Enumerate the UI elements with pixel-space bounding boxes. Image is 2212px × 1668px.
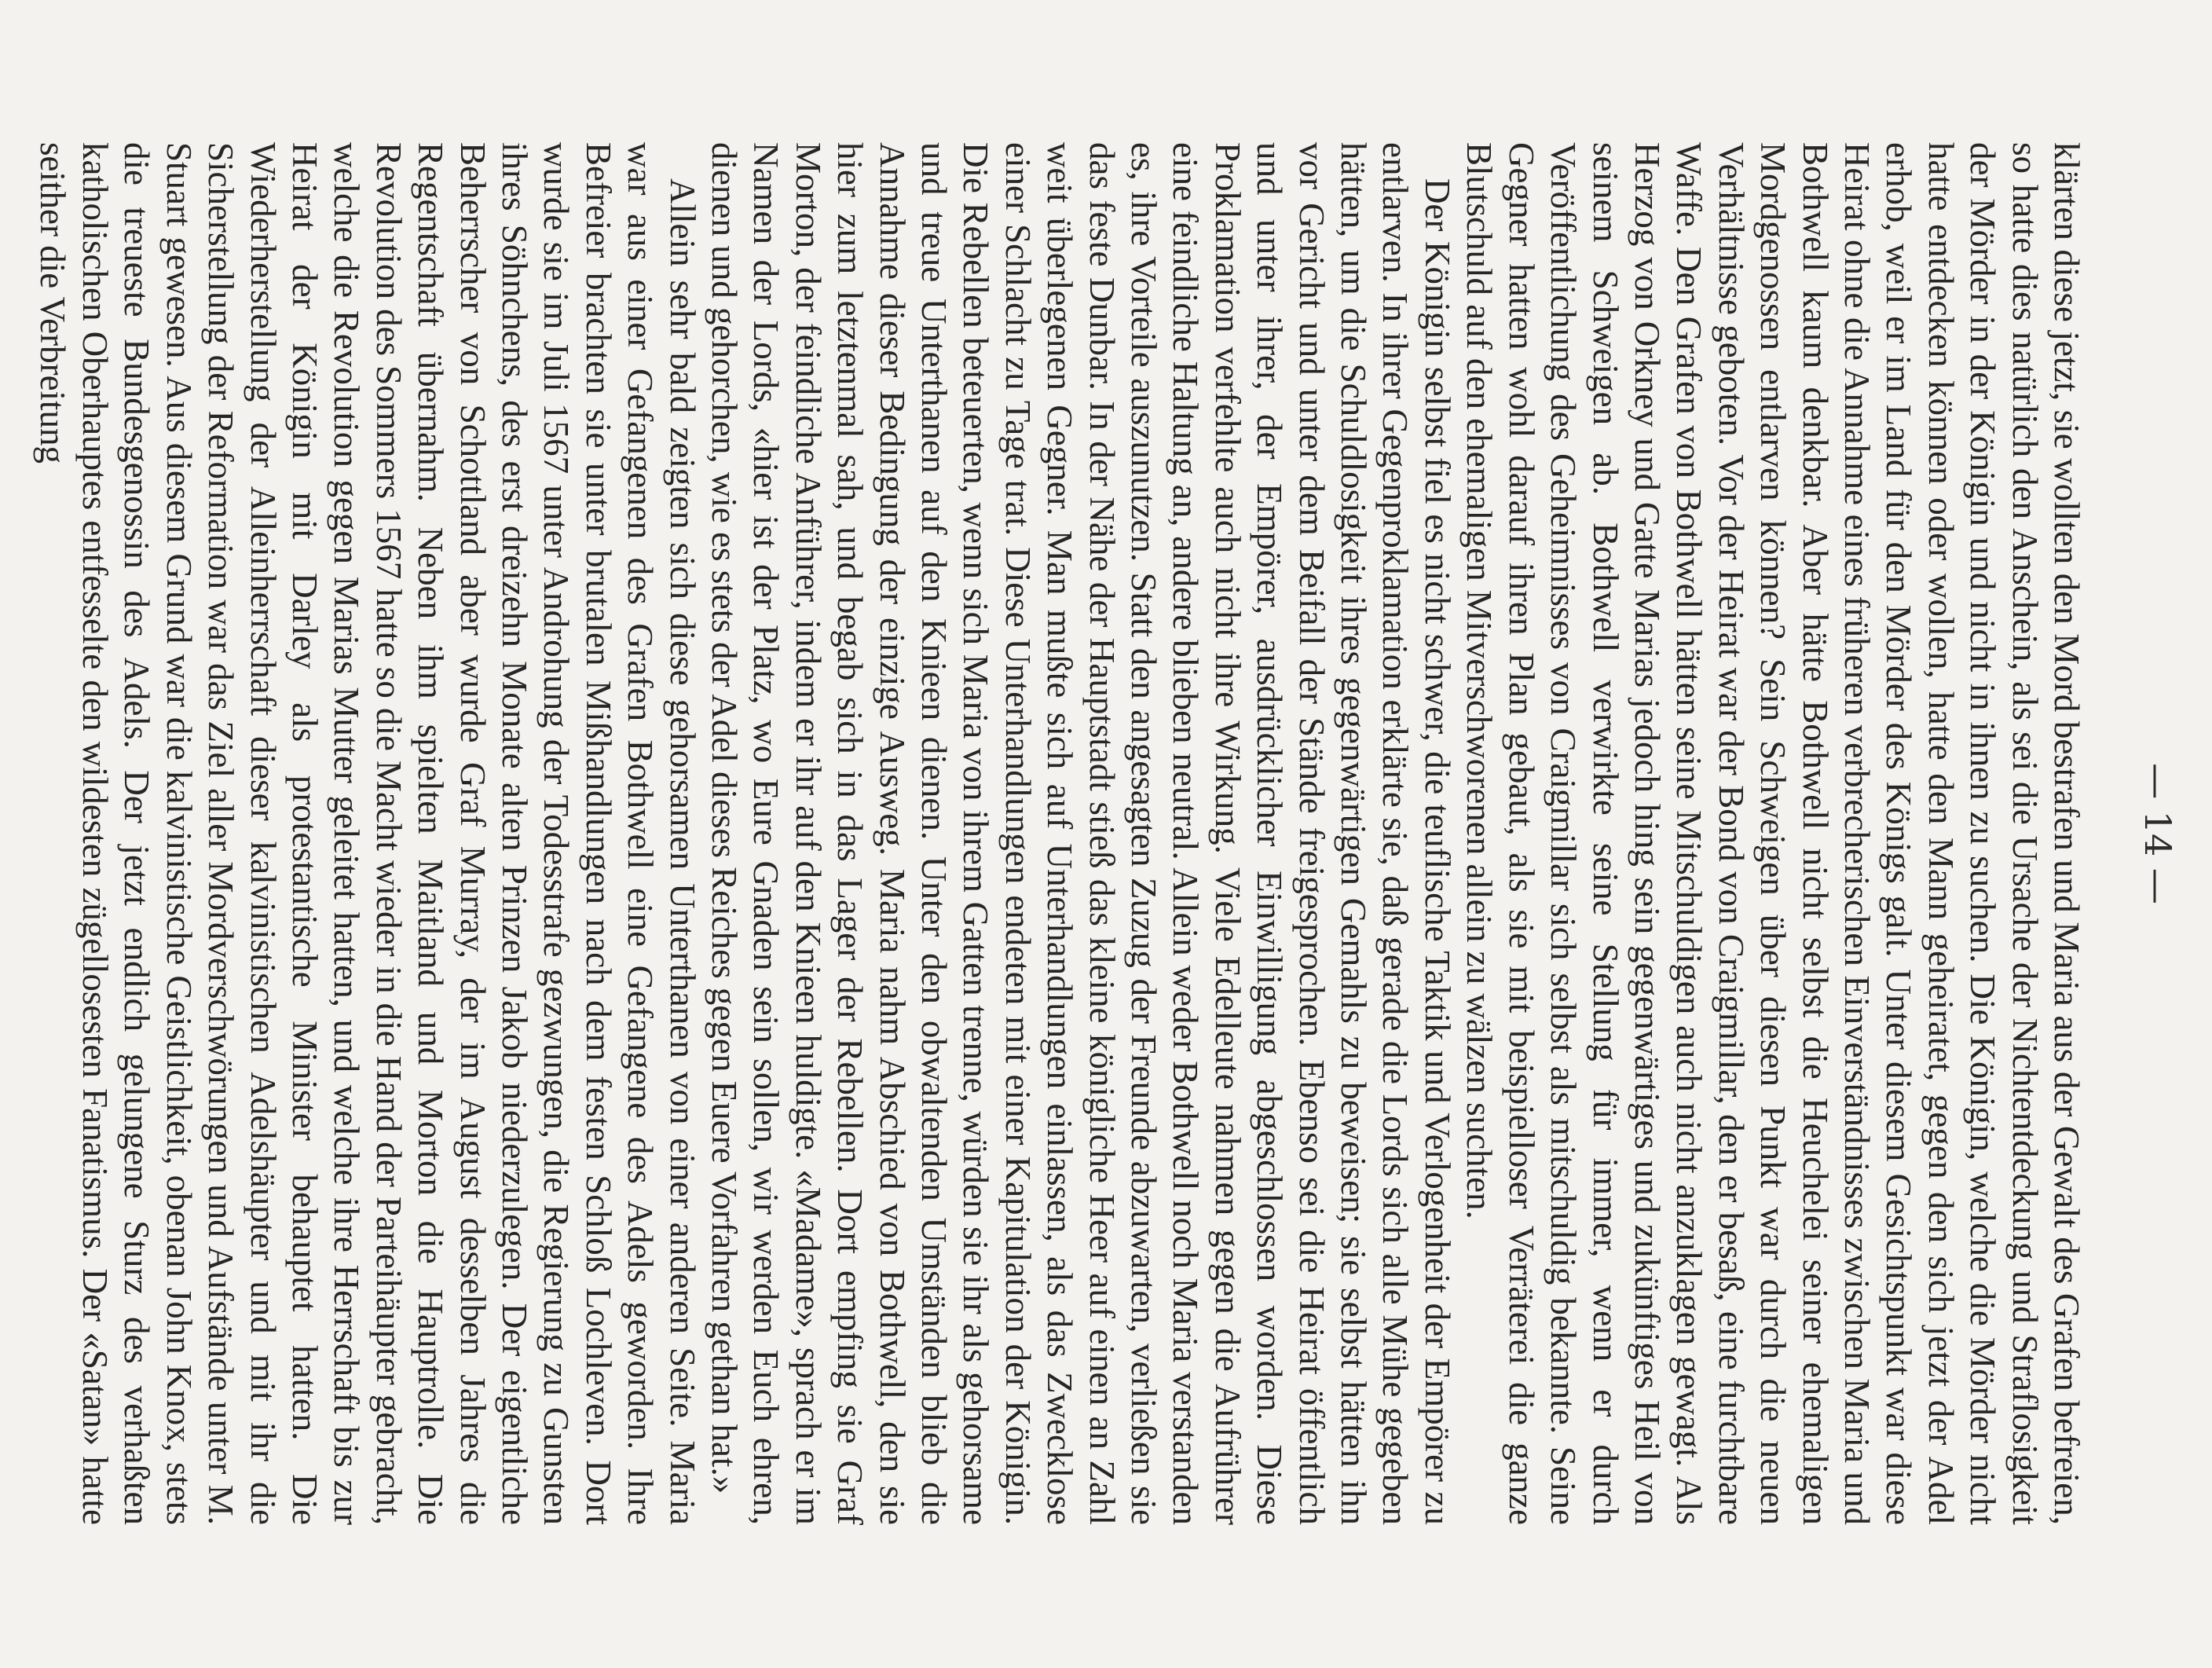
- paragraph-1: klärten diese jetzt, sie wollten den Mord bestrafen und Maria aus der Gewalt des Grafen befreien, so hatte dies natürlich den Anschein, als sei die Ursache der Nichtentdeckung und Straflosigkeit der Mörder in der Königin und nicht in ihnen zu suchen. Die Königin, welche die Mörder nicht hatte entdecken können oder wollen, hatte den Mann geheiratet, gegen den sich jetzt der Adel erhob, weil er im Land für den Mörder des Königs galt. Unter diesem Gesichtspunkt war diese Heirat ohne die Annahme eines früheren verbrecherischen Einverständnisses zwischen Maria und Bothwell kaum denkbar. Aber hätte Bothwell nicht selbst die Heuchelei seiner ehemaligen Mordgenossen entlarven können? Sein Schweigen über diesen Punkt war durch die neuen Verhältnisse geboten. Vor der Heirat war der Bond von Craigmillar, den er besaß, eine furchtbare Waffe. Den Grafen von Bothwell hätten seine Mitschuldigen auch nicht anzuklagen gewagt. Als Herzog von Orkney und Gatte Marias jedoch hing sein gegenwärtiges und zukünftiges Heil von seinem Schweigen ab. Bothwell verwirkte seine Stellung für immer, wenn er durch Veröffentlichung des Geheimnisses von Craigmillar sich selbst als mitschuldig bekannte. Seine Gegner hatten wohl darauf ihren Plan gebaut, als sie mit beispielloser Verräterei die ganze Blutschuld auf den ehemaligen Mitverschworenen allein zu wälzen suchten.: [1459, 142, 2086, 1525]
- paragraph-3: Allein sehr bald zeigten sich diese gehorsamen Unterthanen von einer anderen Seite. Maria war aus einer Gefangenen des Grafen Bothwell eine Gefangene des Adels geworden. Ihre Befreier brachten sie unter brutalen Mißhandlungen nach dem festen Schloß Lochleven. Dort wurde sie im Juli 1567 unter Androhung der Todesstrafe gezwungen, die Regierung zu Gunsten ihres Söhnchens, des erst dreizehn Monate alten Prinzen Jakob niederzulegen. Der eigentliche Beherrscher von Schottland aber wurde Graf Murray, der im August desselben Jahres die Regentschaft übernahm. Neben ihm spielten Maitland und Morton die Hauptrolle. Die Revolution des Sommers 1567 hatte so die Macht wieder in die Hand der Parteihäupter gebracht, welche die Revolution gegen Marias Mutter geleitet hatten, und welche ihre Herrschaft bis zur Heirat der Königin mit Darley als protestantische Minister behauptet hatten. Die Wiederherstellung der Alleinherrschaft dieser kalvinistischen Adelshäupter und mit ihr die Sicherstellung der Reformation war das Ziel aller Mordverschwörungen und Aufstände unter M. Stuart gewesen. Aus diesem Grund war die kalvinistische Geistlichkeit, obenan John Knox, stets die treueste Bundesgenossin des Adels. Der jetzt endlich gelungene Sturz des verhaßten katholischen Oberhauptes entfesselte den wildesten zügellosesten Fanatismus. Der «Satan» hatte seither die Verbreitung: [33, 142, 702, 1525]
- rotated-text-page: [33, 126, 2181, 1541]
- paragraph-2: Der Königin selbst fiel es nicht schwer, die teuflische Taktik und Verlogenheit der Empörer zu entlarven. In ihrer Gegenproklamation erklärte sie, daß gerade die Lords sich alle Mühe gegeben hätten, um die Schuldlosigkeit ihres gegenwärtigen Gemahls zu beweisen; sie selbst hätten ihn vor Gericht und unter dem Beifall der Stände freigesprochen. Ebenso sei die Heirat öffentlich und unter ihrer, der Empörer, ausdrücklicher Einwilligung abgeschlossen worden. Diese Proklamation verfehlte auch nicht ihre Wirkung. Viele Edelleute nahmen gegen die Aufrührer eine feindliche Haltung an, andere blieben neutral. Allein weder Bothwell noch Maria verstanden es, ihre Vorteile auszunutzen. Statt den angesagten Zuzug der Freunde abzuwarten, verließen sie das feste Dunbar. In der Nähe der Hauptstadt stieß das kleine königliche Heer auf einen an Zahl weit überlegenen Gegner. Man mußte sich auf Unterhandlungen einlassen, als das Zwecklose einer Schlacht zu Tage trat. Diese Unterhandlungen endeten mit einer Kapitulation der Königin. Die Rebellen beteuerten, wenn sich Maria von ihrem Gatten trenne, würden sie ihr als gehorsame und treue Unterthanen auf den Knieen dienen. Unter den obwaltenden Umständen blieb die Annahme dieser Bedingung der einzige Ausweg. Maria nahm Abschied von Bothwell, den sie hier zum letztenmal sah, und begab sich in das Lager der Rebellen. Dort empfing sie Graf Morton, der feindliche Anführer, indem er ihr auf den Knieen huldigte. «Madame», sprach er im Namen der Lords, «hier ist der Platz, wo Eure Gnaden sein sollen, wir werden Euch ehren, dienen und gehorchen, wie es stets der Adel dieses Reiches gegen Euere Vorfahren gethan hat.»: [705, 142, 1457, 1525]
- body-text: [33, 142, 2087, 1525]
- page-number: — 14 —: [2137, 763, 2179, 904]
